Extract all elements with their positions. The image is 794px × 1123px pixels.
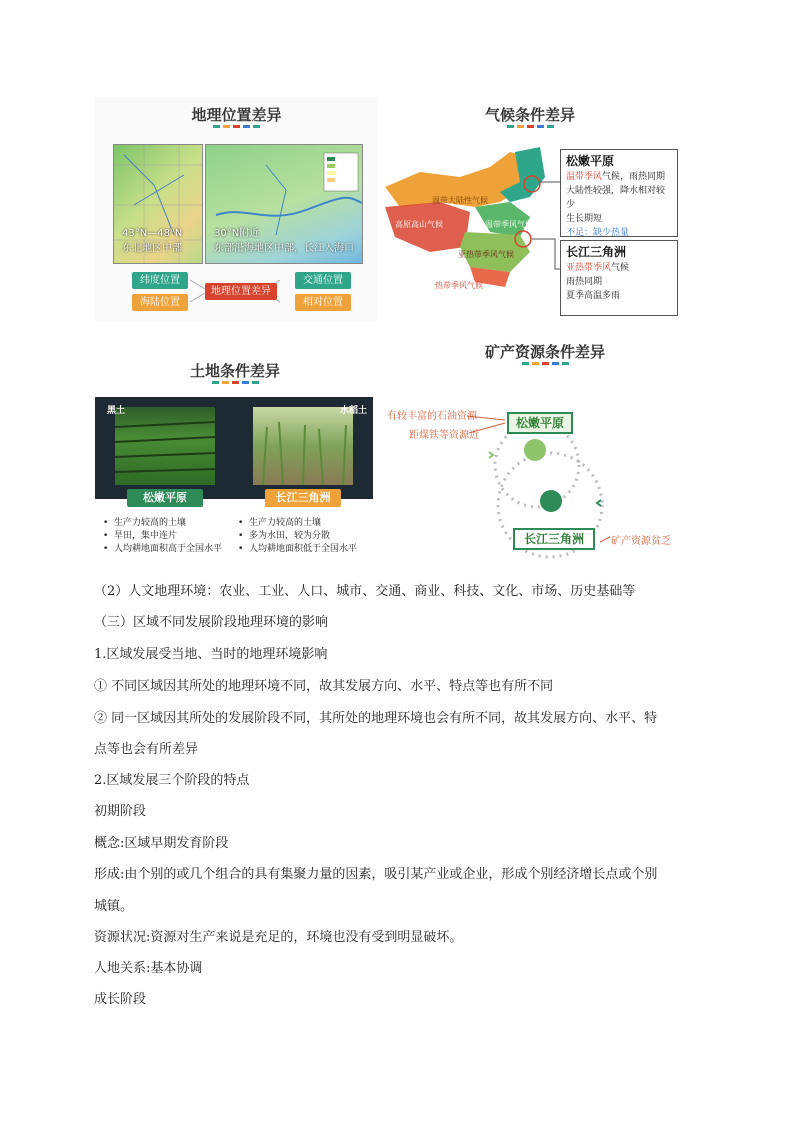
map-label-tropical-monsoon: 热带季风气候 [435, 281, 483, 290]
panel-land [95, 355, 375, 565]
region-box-yangtze: 长江三角洲 [513, 528, 595, 550]
region-tag-songnen: 松嫩平原 [127, 489, 203, 507]
text-line: 2.区域发展三个阶段的特点 [94, 773, 250, 788]
tag-relative: 相对位置 [295, 294, 351, 311]
coord-label: 30°N附近 [214, 228, 260, 239]
photo-paddy-soil [253, 407, 353, 485]
coord-label: 43°N—48°N [122, 228, 183, 239]
title-decoration [135, 381, 335, 384]
box-line: 亚热带季风气候 [566, 263, 630, 273]
photo-label: 水稻土 [340, 406, 368, 416]
text-line: （2）人文地理环境：农业、工业、人口、城市、交通、商业、科技、文化、市场、历史基础等 [94, 584, 636, 599]
map-label-temperate-monsoon: 温带季风气候 [485, 220, 533, 229]
info-box-songnen [560, 149, 678, 237]
info-box-yangtze [560, 240, 678, 316]
panel-title: 土地条件差异 [189, 362, 280, 380]
text-line: 成长阶段 [94, 992, 147, 1007]
photo-black-soil [115, 407, 215, 485]
place-label: 东部沿海地区中部，长江入海口 [214, 243, 354, 254]
text-line: 点等也会有所差异 [94, 742, 199, 757]
tag-center: 地理位置差异 [205, 283, 277, 300]
box-heading: 长江三角洲 [566, 245, 627, 259]
title-decoration [430, 125, 630, 128]
region-box-songnen: 松嫩平原 [507, 412, 573, 434]
map-label-plateau: 高原高山气候 [395, 220, 443, 229]
map-label-subtropical-monsoon: 亚热带季风气候 [458, 250, 514, 259]
text-line: 初期阶段 [94, 804, 147, 819]
text-line: （三）区域不同发展阶段地理环境的影响 [94, 615, 329, 630]
list-item: • 人均耕地面积低于全国水平 [238, 544, 358, 554]
map-label-temperate-continental: 温带大陆性气候 [432, 196, 488, 205]
list-item: • 多为水田，较为分散 [238, 531, 331, 541]
note-poor-resources: 矿产资源贫乏 [611, 536, 671, 547]
panel-mineral [385, 335, 695, 565]
box-line: 大陆性较强，降水相对较少 [566, 186, 666, 210]
box-line: 温带季风气候，雨热同期 [566, 172, 666, 182]
tag-traffic: 交通位置 [295, 272, 351, 289]
list-item: • 生产力较高的土壤 [238, 518, 322, 528]
text-line: 形成:由个别的或几个组合的具有集聚力量的因素，吸引某产业或企业，形成个别经济增长点或个别 [94, 867, 658, 882]
title-decoration [445, 362, 645, 365]
box-line: 不足：缺少热量 [566, 228, 630, 238]
list-item: • 生产力较高的土壤 [103, 518, 187, 528]
tag-sea-land: 海陆位置 [132, 294, 188, 311]
tag-latitude: 纬度位置 [132, 272, 188, 289]
box-line: 夏季高温多雨 [566, 291, 621, 301]
photo-label: 黑土 [107, 406, 126, 416]
text-line: 资源状况:资源对生产来说是充足的，环境也没有受到明显破坏。 [94, 930, 463, 945]
text-line: 1.区域发展受当地、当时的地理环境影响 [94, 647, 328, 662]
place-label: 东北地区中部 [122, 243, 182, 254]
note-oil: 有较丰富的石油资源 [387, 411, 477, 422]
panel-geo-location [95, 97, 378, 322]
text-line: ② 同一区域因其所处的发展阶段不同，其所处的地理环境也会有所不同，故其发展方向、水平、特 [94, 711, 658, 726]
note-coal-iron: 距煤铁等资源近 [409, 430, 479, 441]
text-line: 城镇。 [94, 899, 134, 914]
panel-title: 气候条件差异 [484, 106, 575, 124]
text-line: ① 不同区域因其所处的地理环境不同，故其发展方向、水平、特点等也有所不同 [94, 679, 554, 694]
box-line: 生长期短 [566, 214, 603, 224]
text-line: 概念:区域早期发育阶段 [94, 836, 229, 851]
bullet-list-left [103, 517, 238, 556]
text-line: 人地关系:基本协调 [94, 961, 203, 976]
region-tag-yangtze: 长江三角洲 [265, 489, 341, 507]
panel-title: 矿产资源条件差异 [484, 343, 605, 361]
box-line: 雨热同期 [566, 277, 603, 287]
bullet-list-right [238, 517, 373, 556]
list-item: • 旱田，集中连片 [103, 531, 178, 541]
list-item: • 人均耕地面积高于全国水平 [103, 544, 223, 554]
panel-title: 地理位置差异 [191, 106, 282, 124]
box-heading: 松嫩平原 [566, 154, 615, 168]
panel-climate [380, 97, 690, 322]
